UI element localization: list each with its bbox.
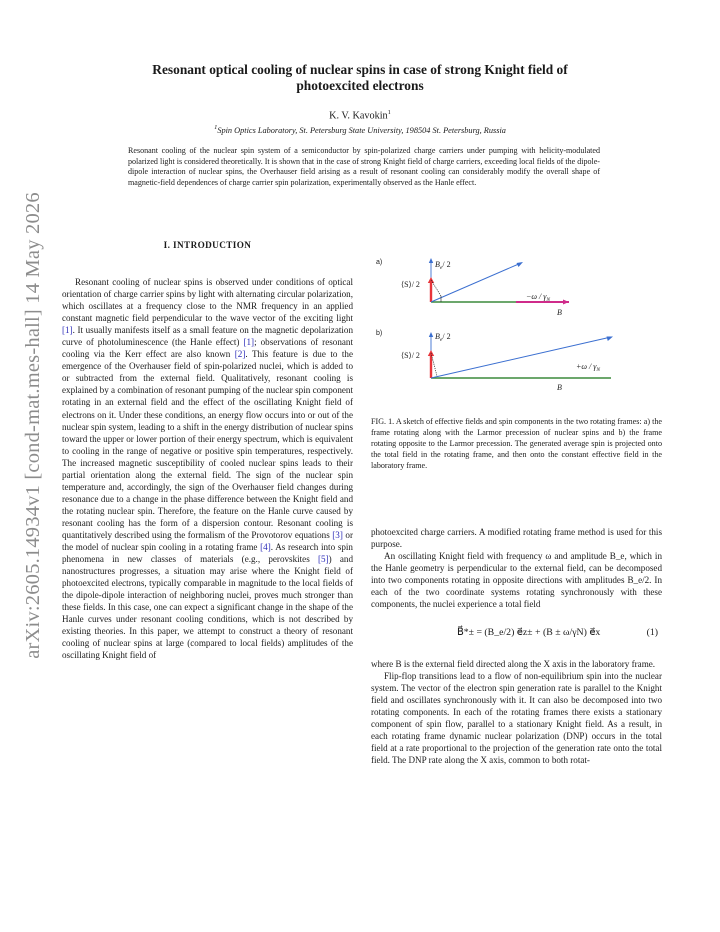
omega-label-a: $-\omega / \gamma_N$	[526, 292, 551, 303]
omega-label-b: $+\omega / \gamma_N$	[576, 362, 601, 373]
intro-paragraph: Resonant cooling of nuclear spins is observed under conditions of optical orientation of charge carrier spins by light with alternating circular polarization, which oscillates at a frequency close to the NMR frequency in an applied constant magnetic field perpendicular to the wave vector of the exciting light [1]. It usually manifests itself as a small feature on the magnetic depolarization curve of photoluminescence (the Hanle effect) [1]; observations of resonant cooling via the Kerr effect are also known [2]. This feature is due to the emergence of the Overhauser field of spin-polarized nuclei, which is added to or subtracted from the external field. Qualitatively, resonant cooling is explained by a combination of resonant pumping of the nuclear spin component rotating in an external field and the effect of the oscillating Knight field of electrons on it. Under these conditions, an energy flow occurs into or out of the nuclear spin system, leading to a shift in the energy distribution of nuclear spins toward the upper or lower portion of their energy spectrum, which is equivalent to cooling in the range of negative or positive spin temperatures, respectively. The increased magnetic susceptibility of cooled nuclear spins leads to their partial orientation along the external field. The sign of the nuclear spin temperature and, accordingly, the sign of the Overhauser field changes during resonance due to a change in the phase difference between the Knight field and the rotating nuclear spin. Therefore, the feature on the Hanle curve caused by resonant cooling has the form of a dispersion contour. Resonant cooling is quantitatively described using the formalism of the Provotorov equations [3] or the model of nuclear spin cooling in a rotating frame [4]. As research into spin phenomena in new classes of materials (e.g., perovskites [5]) and nanostructures progresses, a situation may arise where the Knight field of photoexcited electrons, typically comparable in magnitude to the local fields of the dipole-dipole interaction of neighboring nuclei, proves much stronger than these fields. In this case, one can expect a significant change in the shape of the Hanle curves under resonant cooling conditions, which is not described by existing theories. In this paper, we attempt to construct a theory of resonant cooling of nuclear spins at large (compared to local fields) amplitudes of the oscillating Knight field of	[62, 277, 353, 661]
citation-link[interactable]: [1]	[62, 325, 73, 336]
panel-b-label: b)	[376, 330, 383, 337]
author-line: K. V. Kavokin$^1$	[329, 109, 391, 122]
equation-note: where B is the external field directed along the X axis in the laboratory frame.	[371, 659, 656, 669]
citation-link[interactable]: [3]	[332, 529, 343, 540]
continued-paragraph: photoexcited charge carriers. A modified rotating frame method is used for this purpose.	[371, 527, 662, 550]
right-column-lower	[371, 658, 662, 766]
intro-column-left	[62, 276, 353, 662]
citation-link[interactable]: [2]	[234, 349, 246, 360]
s-label-a: ⟨S⟩/ 2	[401, 280, 420, 289]
citation-link[interactable]: [4]	[260, 542, 271, 553]
citation-link[interactable]: [1]	[243, 337, 255, 348]
right-column-upper	[371, 526, 662, 610]
be-label-b: $B_e/$ 2	[435, 332, 451, 343]
panel-a-label: a)	[376, 259, 383, 266]
arxiv-stamp: arXiv:2605.14934v1 [cond-mat.mes-hall] 14 May 2026	[21, 191, 44, 659]
be-label-a: $B_e/$ 2	[435, 260, 451, 271]
b-label-a: B	[557, 308, 562, 317]
b-label-b: B	[557, 383, 562, 392]
section-heading: I. INTRODUCTION	[163, 240, 252, 250]
citation-link[interactable]: [5]	[318, 554, 329, 565]
author-name: K. V. Kavokin	[329, 110, 388, 122]
abstract: Resonant cooling of the nuclear spin system of a semiconductor by spin-polarized charge carriers under pumping with helicity-modulated polarized light is considered theoretically. It is shown that in the case of strong Knight field of charge carriers, exceeding local fields of the dipole-dipole interaction of nuclear spins, the Overhauser field arising as a result of resonant cooling can considerably modify the overall shape of magnetic-field dependences of charge carrier spin polarization, experimentally observed as the Hanle effect.	[128, 146, 600, 188]
equation-number: (1)	[646, 627, 658, 638]
equation-1	[371, 625, 662, 645]
paper-title: Resonant optical cooling of nuclear spins in case of strong Knight field of photoexcited electrons	[152, 62, 568, 93]
s-label-b: ⟨S⟩/ 2	[401, 351, 420, 360]
figure-caption: FIG. 1. A sketch of effective fields and spin components in the two rotating frames: a) the frame rotating along with the Larmor precession of nuclear spins and b) the frame rotating opposite to the Larmor precession. The generated average spin is projected onto the total field in the rotating frame, and then onto the constant effective field in the laboratory frame.	[371, 417, 662, 471]
equation-body: B⃗*± = (B_e/2) e⃗z± + (B ± ω/γN) e⃗x	[457, 627, 601, 638]
total-field-b	[431, 337, 611, 378]
knight-field-paragraph: An oscillating Knight field with frequency ω and amplitude B_e, which in the Hanle geometry is perpendicular to the external field, can be decomposed into two components rotating in opposite directions with amplitudes B_e/2. In each of the two coordinate systems rotating synchronously with these components, the nuclei experience a total field	[371, 551, 662, 610]
figure-1	[371, 252, 662, 402]
flip-flop-paragraph: Flip-flop transitions lead to a flow of non-equilibrium spin into the nuclear system. The vector of the electron spin generation rate is parallel to the Knight field and oscillates synchronously with it. It can also be decomposed into two rotating components. In each of the rotating frames there exists a stationary component of spin flow, parallel to a stationary Knight field. As a result, in each rotating frame dynamic nuclear polarization (DNP) occurs in the total field at a rate proportional to the projection of the generation rate onto the total field. The DNP rate along the X axis, common to both rotat-	[371, 671, 662, 766]
affiliation-line: $^1$Spin Optics Laboratory, St. Petersburg State University, 198504 St. Petersburg, Russia	[214, 124, 506, 135]
